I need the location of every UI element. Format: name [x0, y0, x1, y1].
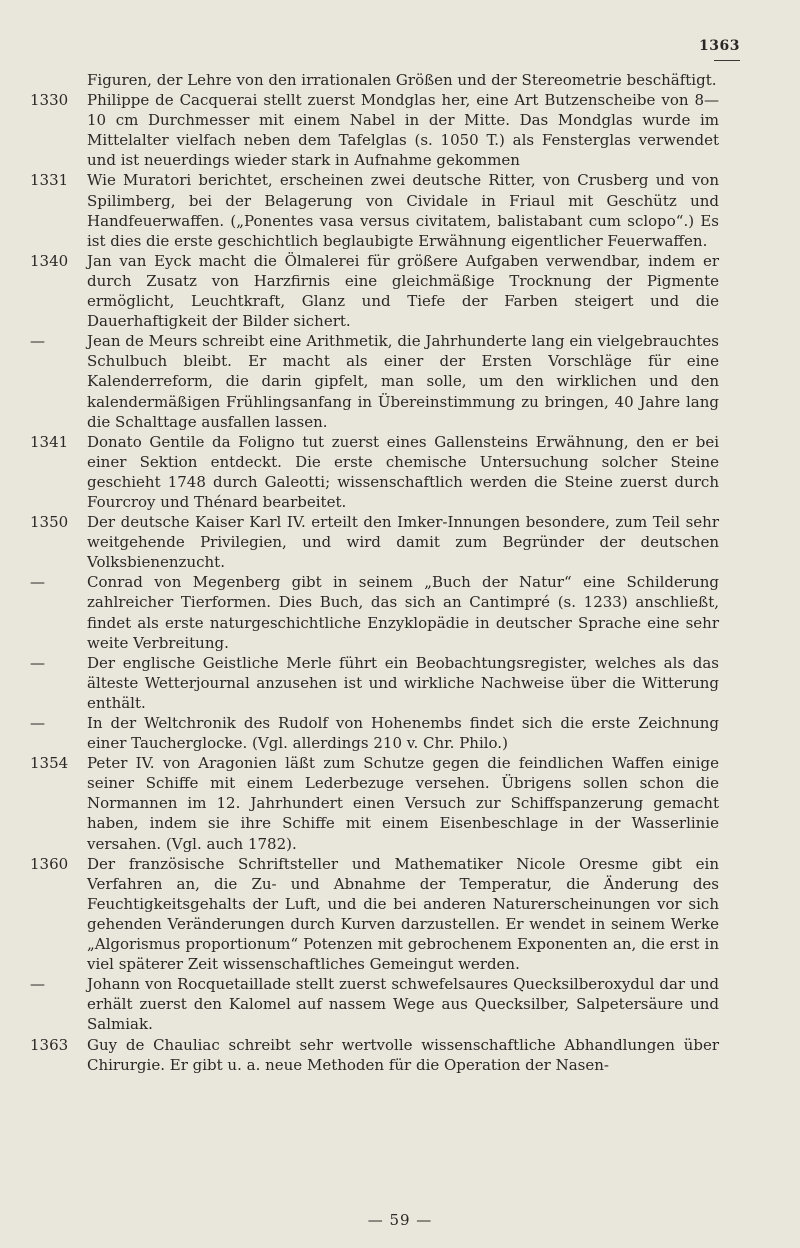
entry-1341	[0, 432, 800, 512]
chronology-entries	[0, 70, 800, 1075]
entry-year: —	[30, 975, 45, 994]
entry-year: —	[30, 653, 45, 672]
entry-year: 1340	[30, 251, 69, 270]
entry-1350-megenberg	[0, 572, 800, 652]
entry-text: Der deutsche Kaiser Karl IV. erteilt den Imker-Innungen besondere, zum Teil sehr weitgehende Privilegien, und wird damit zum Begründer der deutschen Volksbienenzucht.	[87, 513, 719, 572]
entry-1360	[0, 854, 800, 975]
header-rule	[714, 60, 740, 61]
entry-1340	[0, 251, 800, 331]
entry-1331	[0, 170, 800, 250]
entry-year: —	[30, 573, 45, 592]
entry-text: Peter IV. von Aragonien läßt zum Schutze gegen die feindlichen Waffen einige seiner Schiffe mit einem Lederbezuge versehen. Übrigens sollen schon die Normannen im 12. Jahrhundert einen Versuch zur Schiffspanzerung gemacht haben, indem sie ihre Schiffe mit einem Eisenbeschlage in der Wasserlinie versahen. (Vgl. auch 1782).	[87, 754, 719, 853]
entry-year: 1363	[30, 1035, 69, 1054]
entry-1340-meurs	[0, 331, 800, 431]
entry-text: Figuren, der Lehre von den irrationalen Größen und der Stereometrie beschäftigt.	[87, 71, 717, 89]
entry-continuation	[0, 70, 800, 90]
entry-text: Philippe de Cacquerai stellt zuerst Mondglas her, eine Art Butzenscheibe von 8—10 cm Durchmesser mit einem Nabel in der Mitte. Das Mondglas wurde im Mittelalter vielfach neben dem Tafelglas (s. 1050 T.) als Fensterglas verwendet und ist neuerdings wieder stark in Aufnahme gekommen	[87, 91, 719, 170]
entry-text: Conrad von Megenberg gibt in seinem „Buch der Natur“ eine Schilderung zahlreicher Tierformen. Dies Buch, das sich an Cantimpré (s. 1233) anschließt, findet als erste naturgeschichtliche Enzyklopädie in deutscher Sprache eine sehr weite Verbreitung.	[87, 573, 719, 652]
entry-1354	[0, 753, 800, 853]
entry-1363	[0, 1035, 800, 1075]
entry-year: —	[30, 714, 45, 732]
entry-year: 1360	[30, 854, 69, 873]
entry-text: In der Weltchronik des Rudolf von Hohenembs findet sich die erste Zeichnung einer Taucherglocke. (Vgl. allerdings 210 v. Chr. Philo.)	[87, 714, 719, 753]
entry-1350-merle	[0, 653, 800, 713]
running-header-year: 1363	[699, 38, 740, 54]
entry-text: Wie Muratori berichtet, erscheinen zwei deutsche Ritter, von Crusberg und von Spilimberg, bei der Belagerung von Cividale in Friaul mit Geschütz und Handfeuerwaffen. („Ponentes vasa versus civitatem, balistabant cum sclopo“.) Es ist dies die erste geschichtlich beglaubigte Erwähnung eigentlicher Feuerwaffen.	[87, 171, 719, 250]
entry-text: Jean de Meurs schreibt eine Arithmetik, die Jahrhunderte lang ein vielgebrauchtes Schulbuch bleibt. Er macht als einer der Ersten Vorschläge für eine Kalenderreform, die darin gipfelt, man solle, um den wirklichen und den kalendermäßigen Frühlingsanfang in Übereinstimmung zu bringen, 40 Jahre lang die Schalttage ausfallen lassen.	[87, 332, 719, 431]
page-number: — 59 —	[367, 1211, 433, 1229]
entry-year: 1350	[30, 513, 69, 532]
entry-1350-hohenembs	[0, 713, 800, 753]
entry-year: 1354	[30, 754, 69, 773]
entry-year: 1331	[30, 171, 69, 190]
entry-text: Der französische Schriftsteller und Mathematiker Nicole Oresme gibt ein Verfahren an, die Zu- und Abnahme der Temperatur, die Änderung des Feuchtigkeitsgehalts der Luft, und die bei anderen Naturerscheinungen vor sich gehenden Veränderungen durch Kurven darzustellen. Er wendet in seinem Werke „Algorismus proportionum“ Potenzen mit gebrochenem Exponenten an, die erst in viel späterer Zeit wissenschaftliches Gemeingut werden.	[87, 854, 719, 974]
entry-text: Jan van Eyck macht die Ölmalerei für größere Aufgaben verwendbar, indem er durch Zusatz von Harzfirnis eine gleichmäßige Trocknung der Pigmente ermöglicht, Leuchtkraft, Glanz und Tiefe der Farben steigert und die Dauerhaftigkeit der Bilder sichert.	[87, 251, 719, 331]
entry-text: Johann von Rocquetaillade stellt zuerst schwefelsaures Quecksilberoxydul dar und erhält zuerst den Kalomel auf nassem Wege aus Quecksilber, Salpetersäure und Salmiak.	[87, 975, 719, 1034]
entry-year: 1330	[30, 91, 69, 110]
entry-year: 1341	[30, 432, 69, 451]
entry-1360-rocquetaillade	[0, 974, 800, 1034]
entry-1350	[0, 512, 800, 572]
entry-text: Guy de Chauliac schreibt sehr wertvolle wissenschaftliche Abhandlungen über Chirurgie. Er gibt u. a. neue Methoden für die Operation der Nasen-	[87, 1035, 719, 1074]
entry-text: Donato Gentile da Foligno tut zuerst eines Gallensteins Erwähnung, den er bei einer Sektion entdeckt. Die erste chemische Untersuchung solcher Steine geschieht 1748 durch Galeotti; wissenschaftlich werden die Steine zuerst durch Fourcroy und Thénard bearbeitet.	[87, 432, 719, 511]
entry-text: Der englische Geistliche Merle führt ein Beobachtungsregister, welches als das älteste Wetterjournal anzusehen ist und wirkliche Nachweise über die Witterung enthält.	[87, 653, 719, 712]
entry-year: —	[30, 332, 45, 351]
entry-1330	[0, 90, 800, 170]
